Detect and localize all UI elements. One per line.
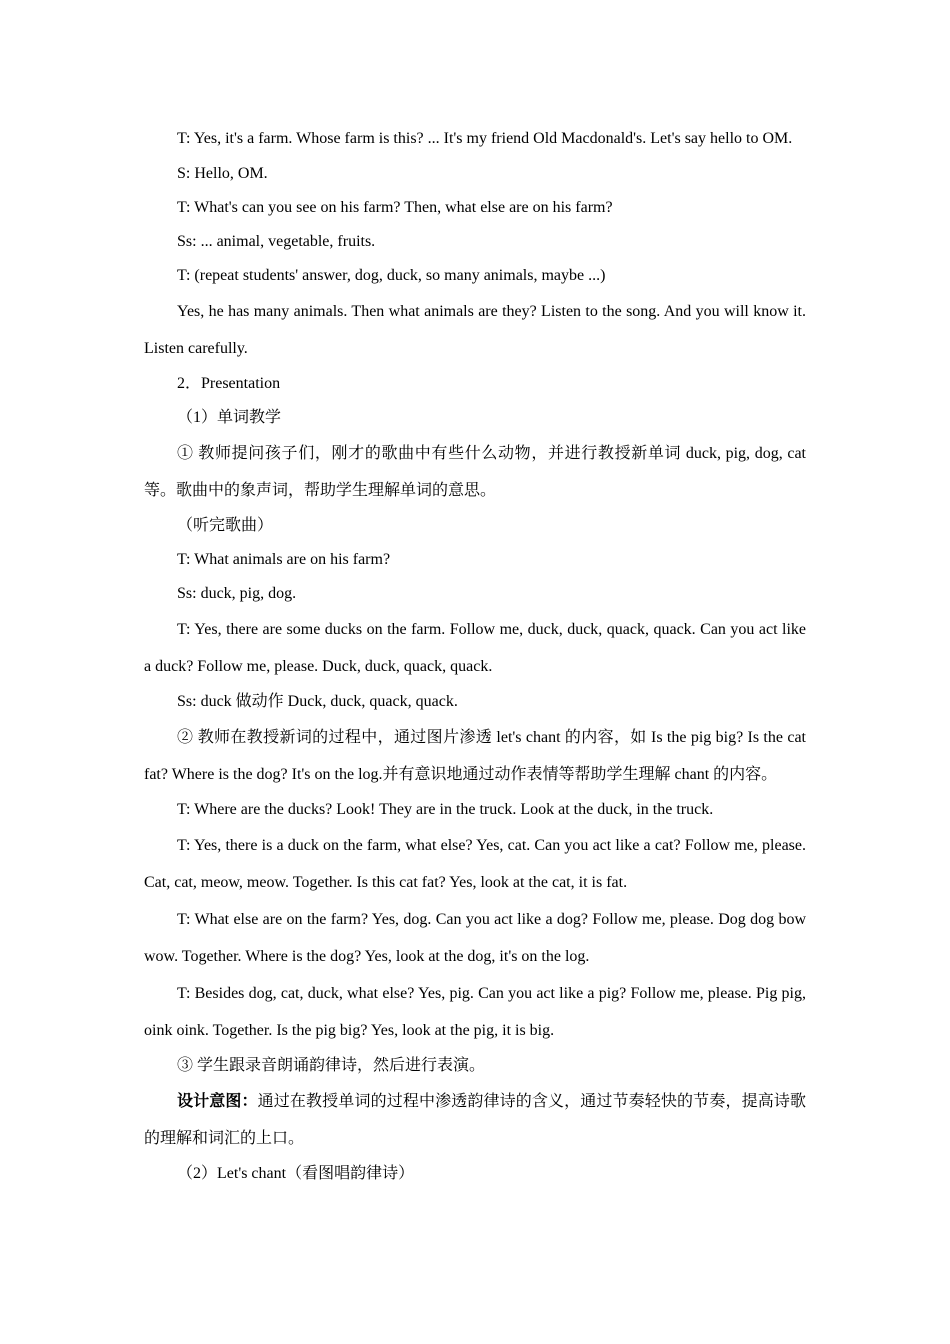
paragraph-students-duck-action: Ss: duck 做动作 Duck, duck, quack, quack. bbox=[177, 693, 458, 710]
paragraph-after-song: （听完歌曲） bbox=[177, 517, 274, 534]
paragraph-teacher-pig: T: Besides dog, cat, duck, what else? Yes, pig. Can you act like a pig? Follow me, please. Pig pig, oink oink. Together. Is the pig big? Yes, look at the pig, it is big. bbox=[144, 985, 806, 1039]
subsection-heading-word-teaching: （1）单词教学 bbox=[177, 409, 282, 426]
paragraph-teacher-what-animals: T: What animals are on his farm? bbox=[177, 551, 391, 568]
paragraph-teacher-where-ducks: T: Where are the ducks? Look! They are in the truck. Look at the duck, in the truck. bbox=[177, 801, 714, 818]
paragraph-step-2: ② 教师在教授新词的过程中，通过图片渗透 let's chant 的内容，如 Is the pig big? Is the cat fat? Where is the dog? It's on the log.并有意识地通过动作表情等帮助学生理解 chant 的内容。 bbox=[144, 729, 806, 783]
subsection-heading-lets-chant: （2）Let's chant（看图唱韵律诗） bbox=[177, 1165, 415, 1182]
paragraph-teacher-ducks: T: Yes, there are some ducks on the farm. Follow me, duck, duck, quack, quack. Can you act like a duck? Follow me, please. Duck, duck, quack, quack. bbox=[144, 621, 806, 675]
design-intent-label: 设计意图： bbox=[177, 1093, 258, 1110]
paragraph-students-animals: Ss: duck, pig, dog. bbox=[177, 585, 297, 602]
design-intent-text: 通过在教授单词的过程中渗透韵律诗的含义，通过节奏轻快的节奏，提高诗歌的理解和词汇的上口。 bbox=[144, 1093, 806, 1147]
paragraph-students-answer: Ss: ... animal, vegetable, fruits. bbox=[177, 233, 376, 250]
paragraph-teacher-cat: T: Yes, there is a duck on the farm, what else? Yes, cat. Can you act like a cat? Follow me, please. Cat, cat, meow, meow. Together. Is this cat fat? Yes, look at the cat, it is fat. bbox=[144, 837, 806, 891]
paragraph-teacher-farm-intro: T: Yes, it's a farm. Whose farm is this? ... It's my friend Old Macdonald's. Let's say hello to OM. bbox=[177, 130, 793, 147]
paragraph-step-1: ① 教师提问孩子们，刚才的歌曲中有些什么动物，并进行教授新单词 duck, pig, dog, cat 等。歌曲中的象声词，帮助学生理解单词的意思。 bbox=[144, 445, 806, 499]
section-heading-presentation: 2．Presentation bbox=[177, 375, 281, 392]
document-body bbox=[144, 120, 806, 1191]
paragraph-step-3: ③ 学生跟录音朗诵韵律诗，然后进行表演。 bbox=[177, 1057, 486, 1074]
paragraph-listen-song: Yes, he has many animals. Then what animals are they? Listen to the song. And you will know it. Listen carefully. bbox=[144, 303, 806, 357]
paragraph-teacher-repeat: T: (repeat students' answer, dog, duck, so many animals, maybe ...) bbox=[177, 267, 606, 284]
paragraph-teacher-what-on-farm: T: What's can you see on his farm? Then, what else are on his farm? bbox=[177, 199, 613, 216]
paragraph-teacher-dog: T: What else are on the farm? Yes, dog. Can you act like a dog? Follow me, please. Dog dog bow wow. Together. Where is the dog? Yes, look at the dog, it's on the log. bbox=[144, 911, 806, 965]
paragraph-student-hello: S: Hello, OM. bbox=[177, 165, 268, 182]
paragraph-design-intent bbox=[144, 1083, 806, 1157]
